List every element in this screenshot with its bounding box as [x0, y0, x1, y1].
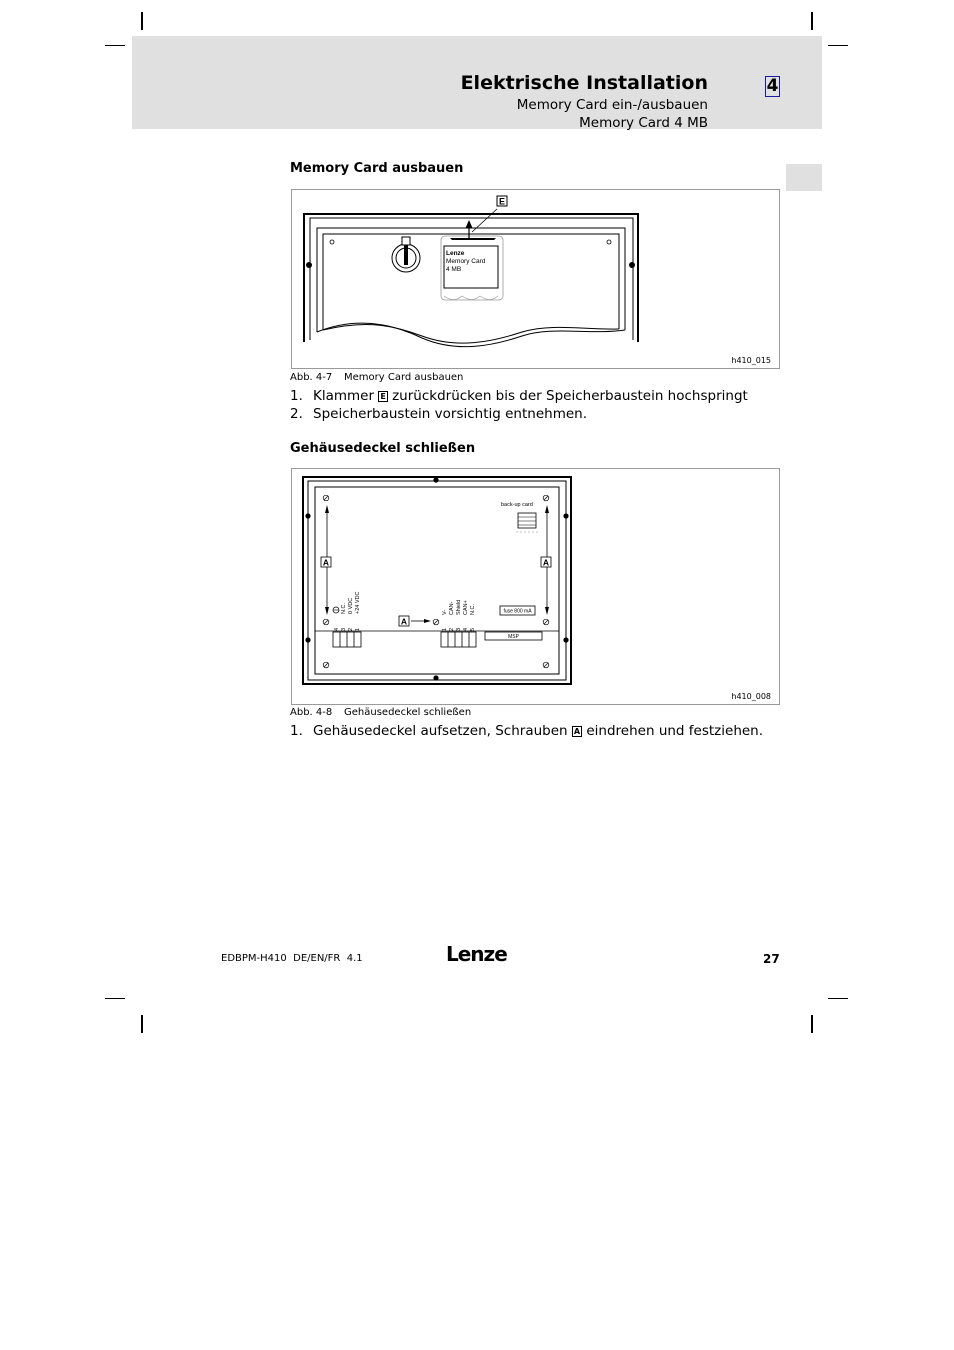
footer-doc-ref: EDBPM-H410 DE/EN/FR 4.1 — [221, 953, 363, 964]
marker-a-right: A — [542, 557, 550, 568]
caption-text: Memory Card ausbauen — [344, 372, 464, 383]
crop-mark — [811, 12, 813, 30]
caption-text: Gehäusedeckel schließen — [344, 707, 472, 718]
figure-memory-card — [291, 189, 780, 369]
svg-text:1: 1 — [442, 627, 448, 631]
svg-text:4: 4 — [463, 627, 469, 631]
page-subtitle-1: Memory Card ein-/ausbauen — [516, 97, 708, 113]
svg-text:N.C.: N.C. — [470, 604, 476, 615]
fuse-label: fuse 800 mA — [503, 608, 532, 615]
svg-text:Shield: Shield — [456, 599, 462, 615]
page-title: Elektrische Installation — [460, 72, 708, 94]
svg-text:2: 2 — [348, 627, 354, 631]
power-pin-numbers — [334, 628, 361, 631]
svg-text:0 VDC: 0 VDC — [348, 597, 354, 614]
svg-text:CAN+: CAN+ — [463, 600, 469, 615]
figure-code: h410_008 — [731, 692, 771, 701]
crop-mark — [828, 45, 848, 46]
figure-housing-cover — [291, 468, 780, 705]
svg-text:2: 2 — [449, 627, 455, 631]
figure-code: h410_015 — [731, 356, 771, 365]
marker-e: E — [498, 196, 506, 207]
page-subtitle-2: Memory Card 4 MB — [579, 115, 708, 131]
crop-mark — [141, 1015, 143, 1033]
caption-number: Abb. 4-8 — [290, 707, 333, 718]
crop-mark — [828, 998, 848, 999]
svg-text:+24 VDC: +24 VDC — [355, 591, 361, 614]
power-pin-labels — [341, 592, 361, 614]
crop-mark — [811, 1015, 813, 1033]
svg-text:CAN-: CAN- — [449, 601, 455, 615]
svg-text:4: 4 — [334, 627, 340, 631]
svg-text:5: 5 — [470, 627, 476, 631]
svg-text:N.C.: N.C. — [341, 603, 347, 614]
msp-label: MSP — [508, 634, 519, 640]
svg-text:1: 1 — [355, 627, 361, 631]
figure-caption-4-8 — [290, 707, 471, 718]
card-line-2: 4 MB — [446, 266, 462, 273]
lenze-logo: Lenze — [446, 942, 507, 966]
key-e: E — [380, 392, 386, 401]
marker-a-bottom: A — [400, 616, 408, 627]
chapter-number: 4 — [766, 76, 779, 96]
key-a: A — [573, 727, 581, 736]
can-pin-labels — [442, 600, 476, 615]
crop-mark — [105, 998, 125, 999]
svg-text:3: 3 — [456, 627, 462, 631]
svg-text:V-: V- — [442, 609, 448, 615]
chapter-side-tab — [786, 164, 822, 191]
backup-card-label: back-up card — [501, 502, 533, 508]
caption-number: Abb. 4-7 — [290, 372, 333, 383]
section-heading-cover: Gehäusedeckel schließen — [290, 441, 476, 456]
step-cover-1: 1. Gehäusedeckel aufsetzen, Schrauben A eindrehen und festziehen. — [290, 723, 764, 739]
page-number: 27 — [763, 952, 780, 966]
card-brand: Lenze — [446, 250, 465, 257]
housing-cover-drawing — [292, 469, 779, 704]
crop-mark — [141, 12, 143, 30]
svg-text:3: 3 — [341, 627, 347, 631]
section-heading-memory-card: Memory Card ausbauen — [290, 161, 464, 176]
step-2: 2. Speicherbaustein vorsichtig entnehmen. — [290, 406, 588, 422]
figure-caption-4-7 — [290, 372, 463, 383]
crop-mark — [105, 45, 125, 46]
marker-a-left: A — [322, 557, 330, 568]
memory-card-drawing — [292, 190, 779, 368]
step-1: 1. Klammer E zurückdrücken bis der Speicherbaustein hochspringt — [290, 388, 748, 404]
can-pin-numbers — [442, 628, 476, 631]
card-line-1: Memory Card — [446, 258, 486, 265]
